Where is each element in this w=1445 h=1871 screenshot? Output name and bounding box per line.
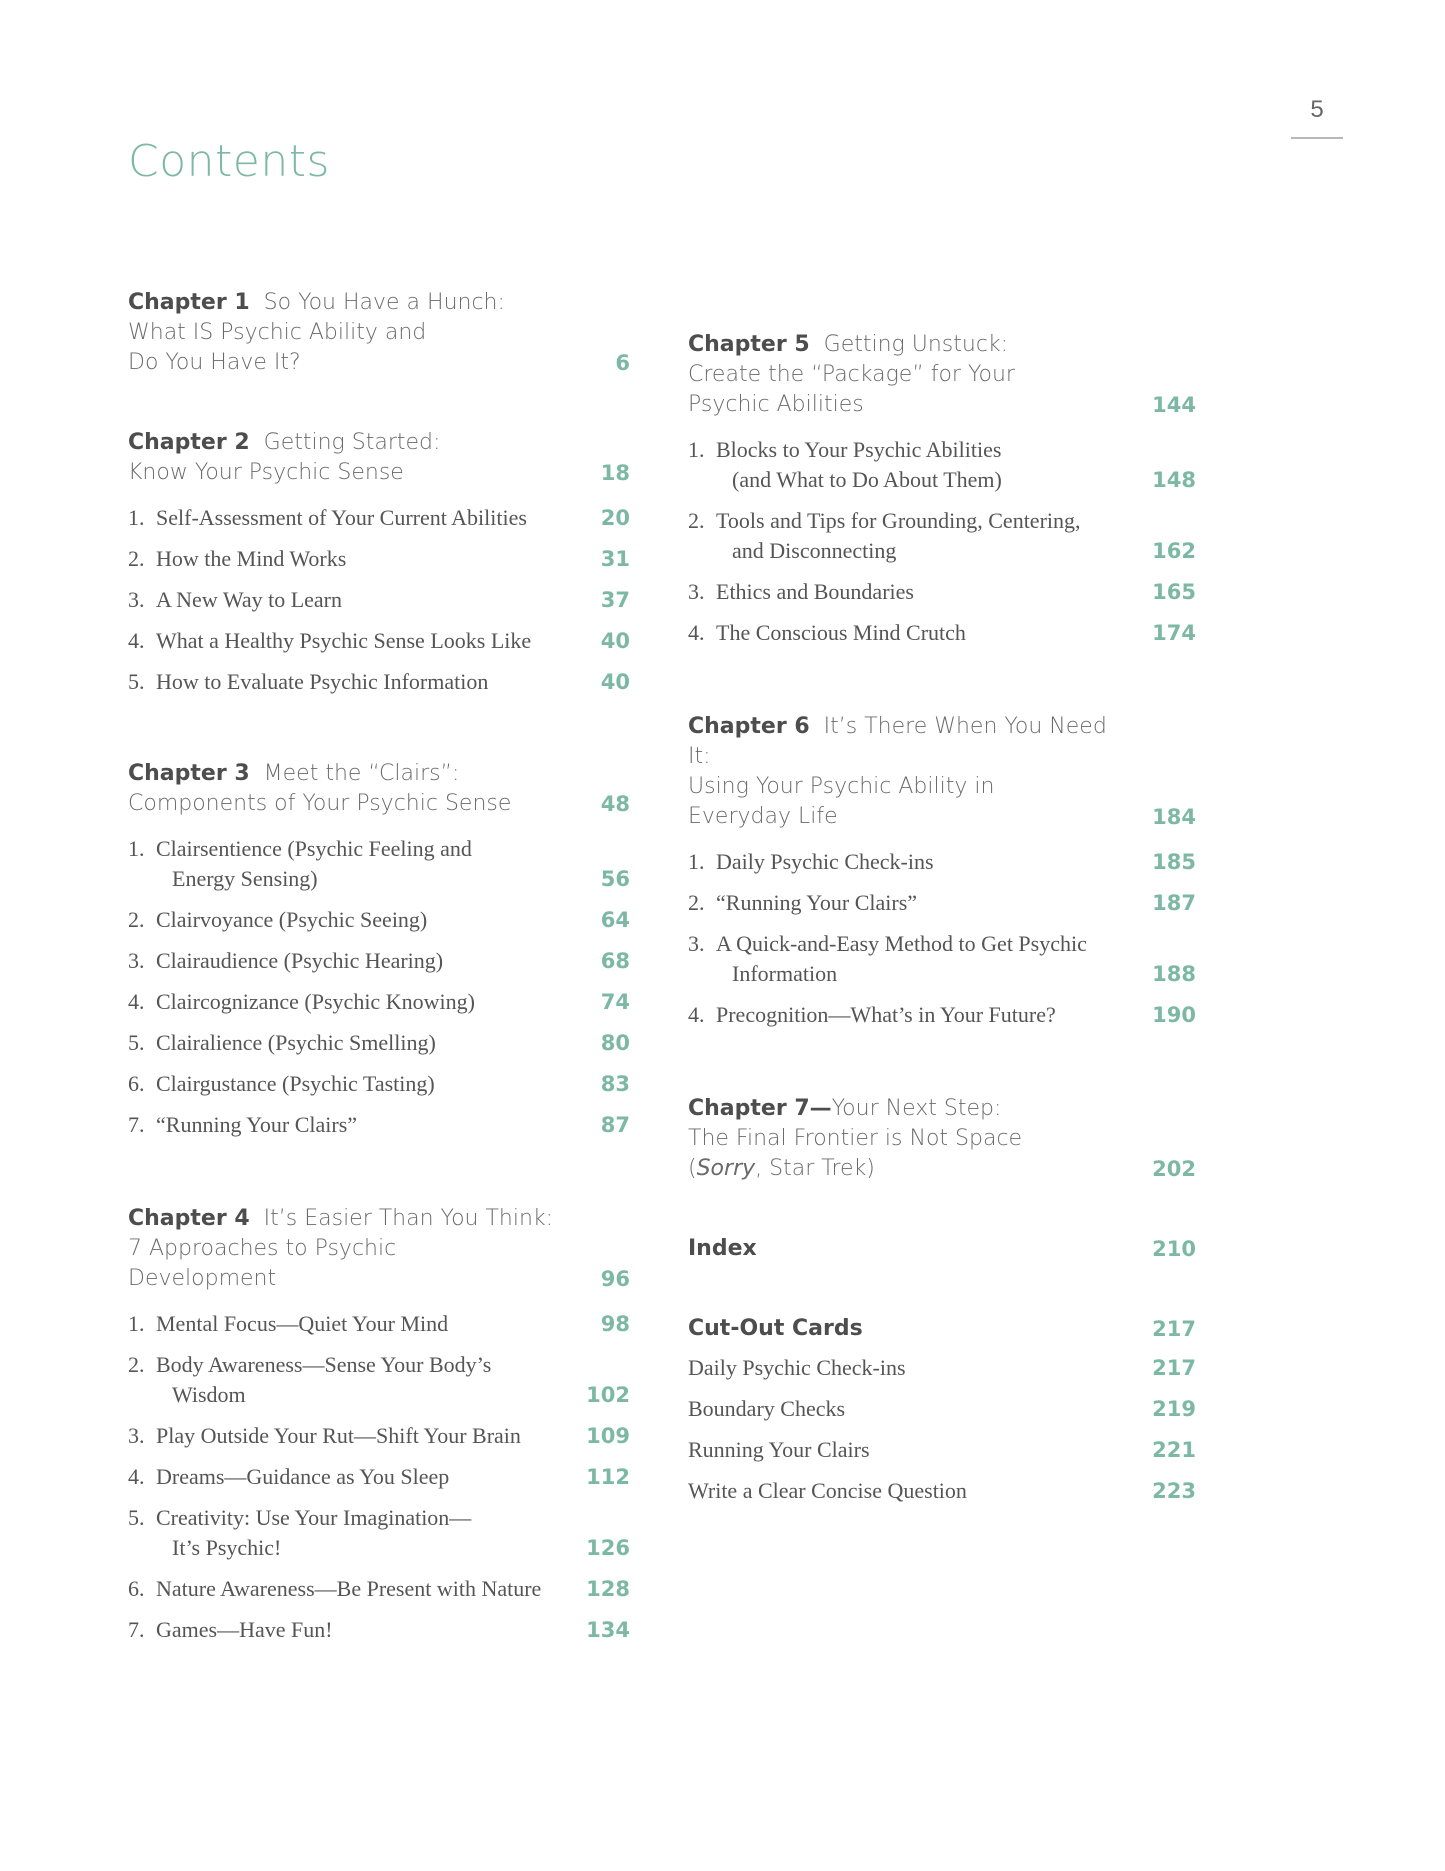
page-ref: 48 [600,792,630,816]
page-ref: 165 [1152,580,1196,604]
page-ref: 223 [1152,1479,1196,1503]
section-title: Mental Focus—Quiet Your Mind [156,1311,449,1336]
section-title: Games—Have Fun! [156,1617,333,1642]
toc-section[interactable] [128,941,630,982]
toc-section[interactable] [688,995,1196,1036]
page-ref: 148 [1152,468,1196,492]
section-title: Daily Psychic Check-ins [716,849,934,874]
chapter-title-line: It’s Easier Than You Think: [263,1206,554,1231]
page-ref: 217 [1152,1356,1196,1380]
toc-section[interactable] [128,1610,630,1651]
toc-chapter-4[interactable] [128,1204,630,1294]
section-title: How the Mind Works [156,546,347,571]
cut-out-cards-label: Cut-Out Cards [688,1316,863,1341]
page-ref: 217 [1152,1317,1196,1341]
page-ref: 83 [600,1072,630,1096]
page-ref: 190 [1152,1003,1196,1027]
toc-section[interactable] [128,1023,630,1064]
chapter-label: Chapter 5 [688,332,810,357]
section-title-continued: (and What to Do About Them) [732,467,1002,492]
section-title: Body Awareness—Sense Your Body’s [156,1352,492,1377]
toc-left-column [128,288,630,1651]
toc-right-column [688,330,1196,1512]
card-title: Daily Psychic Check-ins [688,1355,906,1380]
section-number: 2. [688,890,705,915]
section-number: 3. [688,931,705,956]
section-title: “Running Your Clairs” [716,890,918,915]
page-ref: 134 [586,1618,630,1642]
toc-section[interactable] [688,842,1196,883]
section-title: Blocks to Your Psychic Abilities [716,437,1002,462]
section-title: Ethics and Boundaries [716,579,914,604]
card-title: Write a Clear Concise Question [688,1478,967,1503]
index-label: Index [688,1236,757,1261]
page-ref: 18 [600,461,630,485]
card-title: Running Your Clairs [688,1437,870,1462]
toc-section[interactable] [128,1064,630,1105]
chapter-title-line: It’s There When You Need It: [688,714,1107,769]
section-title: What a Healthy Psychic Sense Looks Like [156,628,532,653]
page-ref: 174 [1152,621,1196,645]
section-number: 1. [688,437,705,462]
section-title: Clairvoyance (Psychic Seeing) [156,907,428,932]
page-number: 5 [1310,96,1324,123]
chapter-title-line: Getting Unstuck: [823,332,1009,357]
toc-card[interactable] [688,1348,1196,1389]
section-number: 5. [128,669,145,694]
toc-card[interactable] [688,1389,1196,1430]
page-ref: 219 [1152,1397,1196,1421]
toc-index[interactable] [688,1234,1196,1264]
toc-section[interactable] [128,539,630,580]
cut-out-cards-list [688,1348,1196,1512]
section-title: A New Way to Learn [156,587,342,612]
section-number: 4. [128,628,145,653]
section-title-continued: and Disconnecting [732,538,897,563]
page-ref: 221 [1152,1438,1196,1462]
section-number: 7. [128,1617,145,1642]
page-ref: 64 [600,908,630,932]
section-title: Claircognizance (Psychic Knowing) [156,989,475,1014]
toc-section[interactable] [128,900,630,941]
page-ref: 68 [600,949,630,973]
chapter-title-line: Everyday Life [688,804,838,829]
page-ref: 109 [586,1424,630,1448]
section-number: 2. [128,546,145,571]
section-title: “Running Your Clairs” [156,1112,358,1137]
chapter-title-line: 7 Approaches to Psychic [128,1236,397,1261]
section-title: Play Outside Your Rut—Shift Your Brain [156,1423,521,1448]
page-ref: 31 [600,547,630,571]
section-number: 1. [688,849,705,874]
toc-card[interactable] [688,1471,1196,1512]
section-number: 2. [128,1352,145,1377]
page-ref: 188 [1152,962,1196,986]
section-number: 6. [128,1071,145,1096]
page-ref: 37 [600,588,630,612]
page-ref: 40 [600,670,630,694]
toc-section[interactable] [688,613,1196,654]
section-title: Clairalience (Psychic Smelling) [156,1030,436,1055]
page-ref: 210 [1152,1237,1196,1261]
section-title-continued: Energy Sensing) [172,866,318,891]
chapter-label: Chapter 6 [688,714,810,739]
toc-chapter-2[interactable] [128,428,630,488]
toc-section[interactable] [688,883,1196,924]
section-number: 3. [128,948,145,973]
section-title: The Conscious Mind Crutch [716,620,966,645]
page-ref: 128 [586,1577,630,1601]
chapter-2-sections [128,498,630,703]
chapter-label: Chapter 7— [688,1096,832,1121]
chapter-6-sections [688,842,1196,1036]
toc-section[interactable] [688,924,1196,995]
toc-cut-out-cards[interactable] [688,1314,1196,1344]
page-ref: 126 [586,1536,630,1560]
toc-chapter-7[interactable] [688,1094,1196,1184]
toc-section[interactable] [688,501,1196,572]
section-title: Dreams—Guidance as You Sleep [156,1464,450,1489]
section-title: Creativity: Use Your Imagination— [156,1505,472,1530]
chapter-title-line: Do You Have It? [128,350,301,375]
page-ref: 185 [1152,850,1196,874]
toc-section[interactable] [128,1304,630,1345]
chapter-label: Chapter 3 [128,761,250,786]
chapter-label: Chapter 1 [128,290,250,315]
chapter-label: Chapter 2 [128,430,250,455]
toc-chapter-3[interactable] [128,759,630,819]
chapter-title-paren-open: ( [688,1156,697,1181]
page-ref: 74 [600,990,630,1014]
chapter-title-line: Using Your Psychic Ability in [688,774,995,799]
page-ref: 6 [615,351,630,375]
page-title: Contents [128,136,330,187]
chapter-title-line: Meet the “Clairs”: [263,761,460,786]
page-ref: 202 [1152,1157,1196,1181]
toc-section[interactable] [128,1345,630,1416]
page-ref: 187 [1152,891,1196,915]
section-number: 5. [128,1505,145,1530]
section-number: 4. [128,989,145,1014]
section-number: 6. [128,1576,145,1601]
page-ref: 112 [586,1465,630,1489]
section-title-continued: Information [732,961,838,986]
toc-section[interactable] [128,580,630,621]
chapter-title-rest: , Star Trek) [755,1156,875,1181]
toc-chapter-5[interactable] [688,330,1196,420]
section-number: 4. [688,1002,705,1027]
chapter-title-line: Psychic Abilities [688,392,864,417]
chapter-4-sections [128,1304,630,1651]
section-number: 3. [688,579,705,604]
section-number: 2. [128,907,145,932]
section-title: Clairsentience (Psychic Feeling and [156,836,472,861]
chapter-label: Chapter 4 [128,1206,250,1231]
toc-section[interactable] [128,982,630,1023]
section-title: How to Evaluate Psychic Information [156,669,489,694]
page-ref: 87 [600,1113,630,1137]
toc-section[interactable] [128,662,630,703]
toc-section[interactable] [128,1416,630,1457]
page-ref: 98 [600,1312,630,1336]
chapter-3-sections [128,829,630,1146]
section-title-continued: Wisdom [172,1382,246,1407]
chapter-title-line: So You Have a Hunch: [263,290,505,315]
section-number: 5. [128,1030,145,1055]
toc-section[interactable] [688,572,1196,613]
toc-section[interactable] [128,829,630,900]
section-title: A Quick-and-Easy Method to Get Psychic [716,931,1087,956]
page-ref: 56 [600,867,630,891]
page-ref: 184 [1152,805,1196,829]
toc-card[interactable] [688,1430,1196,1471]
toc-section[interactable] [128,1498,630,1569]
chapter-title-line: Your Next Step: [831,1096,1002,1121]
section-title: Self-Assessment of Your Current Abilities [156,505,527,530]
section-number: 3. [128,1423,145,1448]
page-ref: 144 [1152,393,1196,417]
toc-chapter-1[interactable] [128,288,630,378]
section-number: 4. [128,1464,145,1489]
chapter-title-line: The Final Frontier is Not Space [688,1126,1023,1151]
chapter-title-line: What IS Psychic Ability and [128,320,427,345]
page-ref: 40 [600,629,630,653]
toc-section[interactable] [128,498,630,539]
chapter-title-line: Components of Your Psychic Sense [128,791,512,816]
page-ref: 80 [600,1031,630,1055]
section-title: Clairgustance (Psychic Tasting) [156,1071,435,1096]
chapter-title-line: Know Your Psychic Sense [128,460,404,485]
section-title: Precognition—What’s in Your Future? [716,1002,1056,1027]
toc-section[interactable] [128,621,630,662]
section-number: 1. [128,836,145,861]
section-number: 4. [688,620,705,645]
toc-section[interactable] [128,1105,630,1146]
section-title: Nature Awareness—Be Present with Nature [156,1576,542,1601]
chapter-title-italic: Sorry [696,1156,756,1181]
section-title: Tools and Tips for Grounding, Centering, [716,508,1081,533]
section-number: 1. [128,1311,145,1336]
page-number-rule [1291,137,1343,139]
section-number: 2. [688,508,705,533]
chapter-5-sections [688,430,1196,654]
section-title: Clairaudience (Psychic Hearing) [156,948,444,973]
card-title: Boundary Checks [688,1396,846,1421]
chapter-title-line: Create the “Package” for Your [688,362,1015,387]
section-title-continued: It’s Psychic! [172,1535,282,1560]
toc-section[interactable] [128,1569,630,1610]
chapter-title-line: Getting Started: [263,430,441,455]
section-number: 1. [128,505,145,530]
chapter-title-line: Development [128,1266,277,1291]
section-number: 7. [128,1112,145,1137]
toc-section[interactable] [688,430,1196,501]
toc-chapter-6[interactable] [688,712,1196,832]
toc-section[interactable] [128,1457,630,1498]
page-ref: 96 [600,1267,630,1291]
page-ref: 102 [586,1383,630,1407]
page-ref: 162 [1152,539,1196,563]
page-ref: 20 [600,506,630,530]
section-number: 3. [128,587,145,612]
